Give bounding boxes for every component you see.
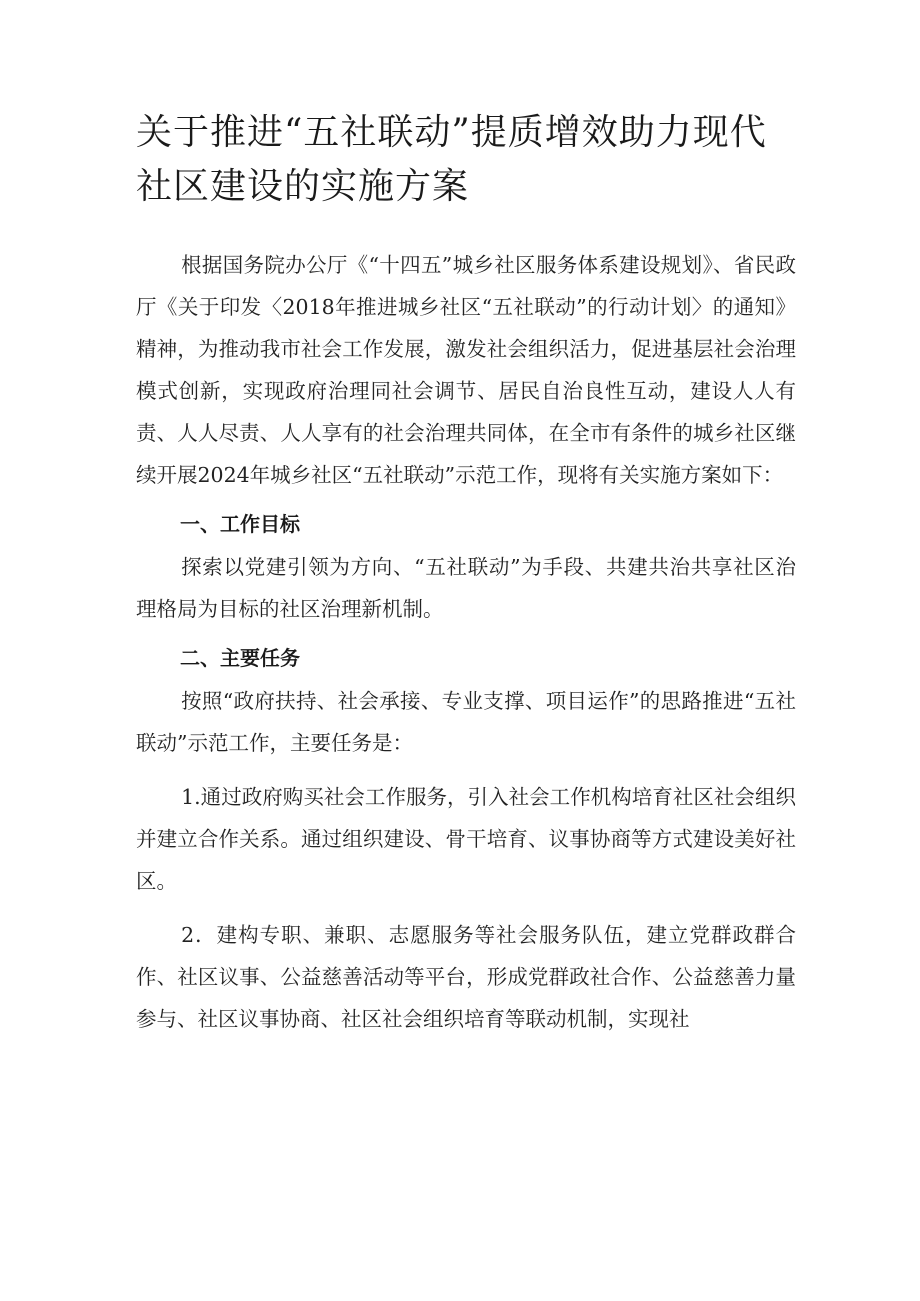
section-heading-tasks: 二、主要任务: [180, 646, 300, 670]
task-item-1: 1.通过政府购买社会工作服务，引入社会工作机构培育社区社会组织并建立合作关系。通过组织建设、骨干培育、议事协商等方式建设美好社区。: [136, 785, 796, 893]
section-goals-text: 探索以党建引领为方向、“五社联动”为手段、共建共治共享社区治理格局为目标的社区治理新机制。: [136, 555, 796, 621]
document-body: [136, 244, 796, 1040]
intro-paragraph: 根据国务院办公厅《“十四五”城乡社区服务体系建设规划》、省民政厅《关于印发〈2018年推进城乡社区“五社联动”的行动计划〉的通知》精神，为推动我市社会工作发展，激发社会组织活力，促进基层社会治理模式创新，实现政府治理同社会调节、居民自治良性互动，建设人人有责、人人尽责、人人享有的社会治理共同体，在全市有条件的城乡社区继续开展2024年城乡社区“五社联动”示范工作，现将有关实施方案如下：: [136, 253, 796, 487]
section-heading-goals: 一、工作目标: [180, 512, 300, 536]
document-title: 关于推进“五社联动”提质增效助力现代社区建设的实施方案: [136, 112, 767, 207]
task-item-2: 2．建构专职、兼职、志愿服务等社会服务队伍，建立党群政群合作、社区议事、公益慈善活动等平台，形成党群政社合作、公益慈善力量参与、社区议事协商、社区社会组织培育等联动机制，实现社: [136, 923, 796, 1031]
section-tasks-text: 按照“政府扶持、社会承接、专业支撑、项目运作”的思路推进“五社联动”示范工作，主要任务是：: [136, 689, 796, 755]
